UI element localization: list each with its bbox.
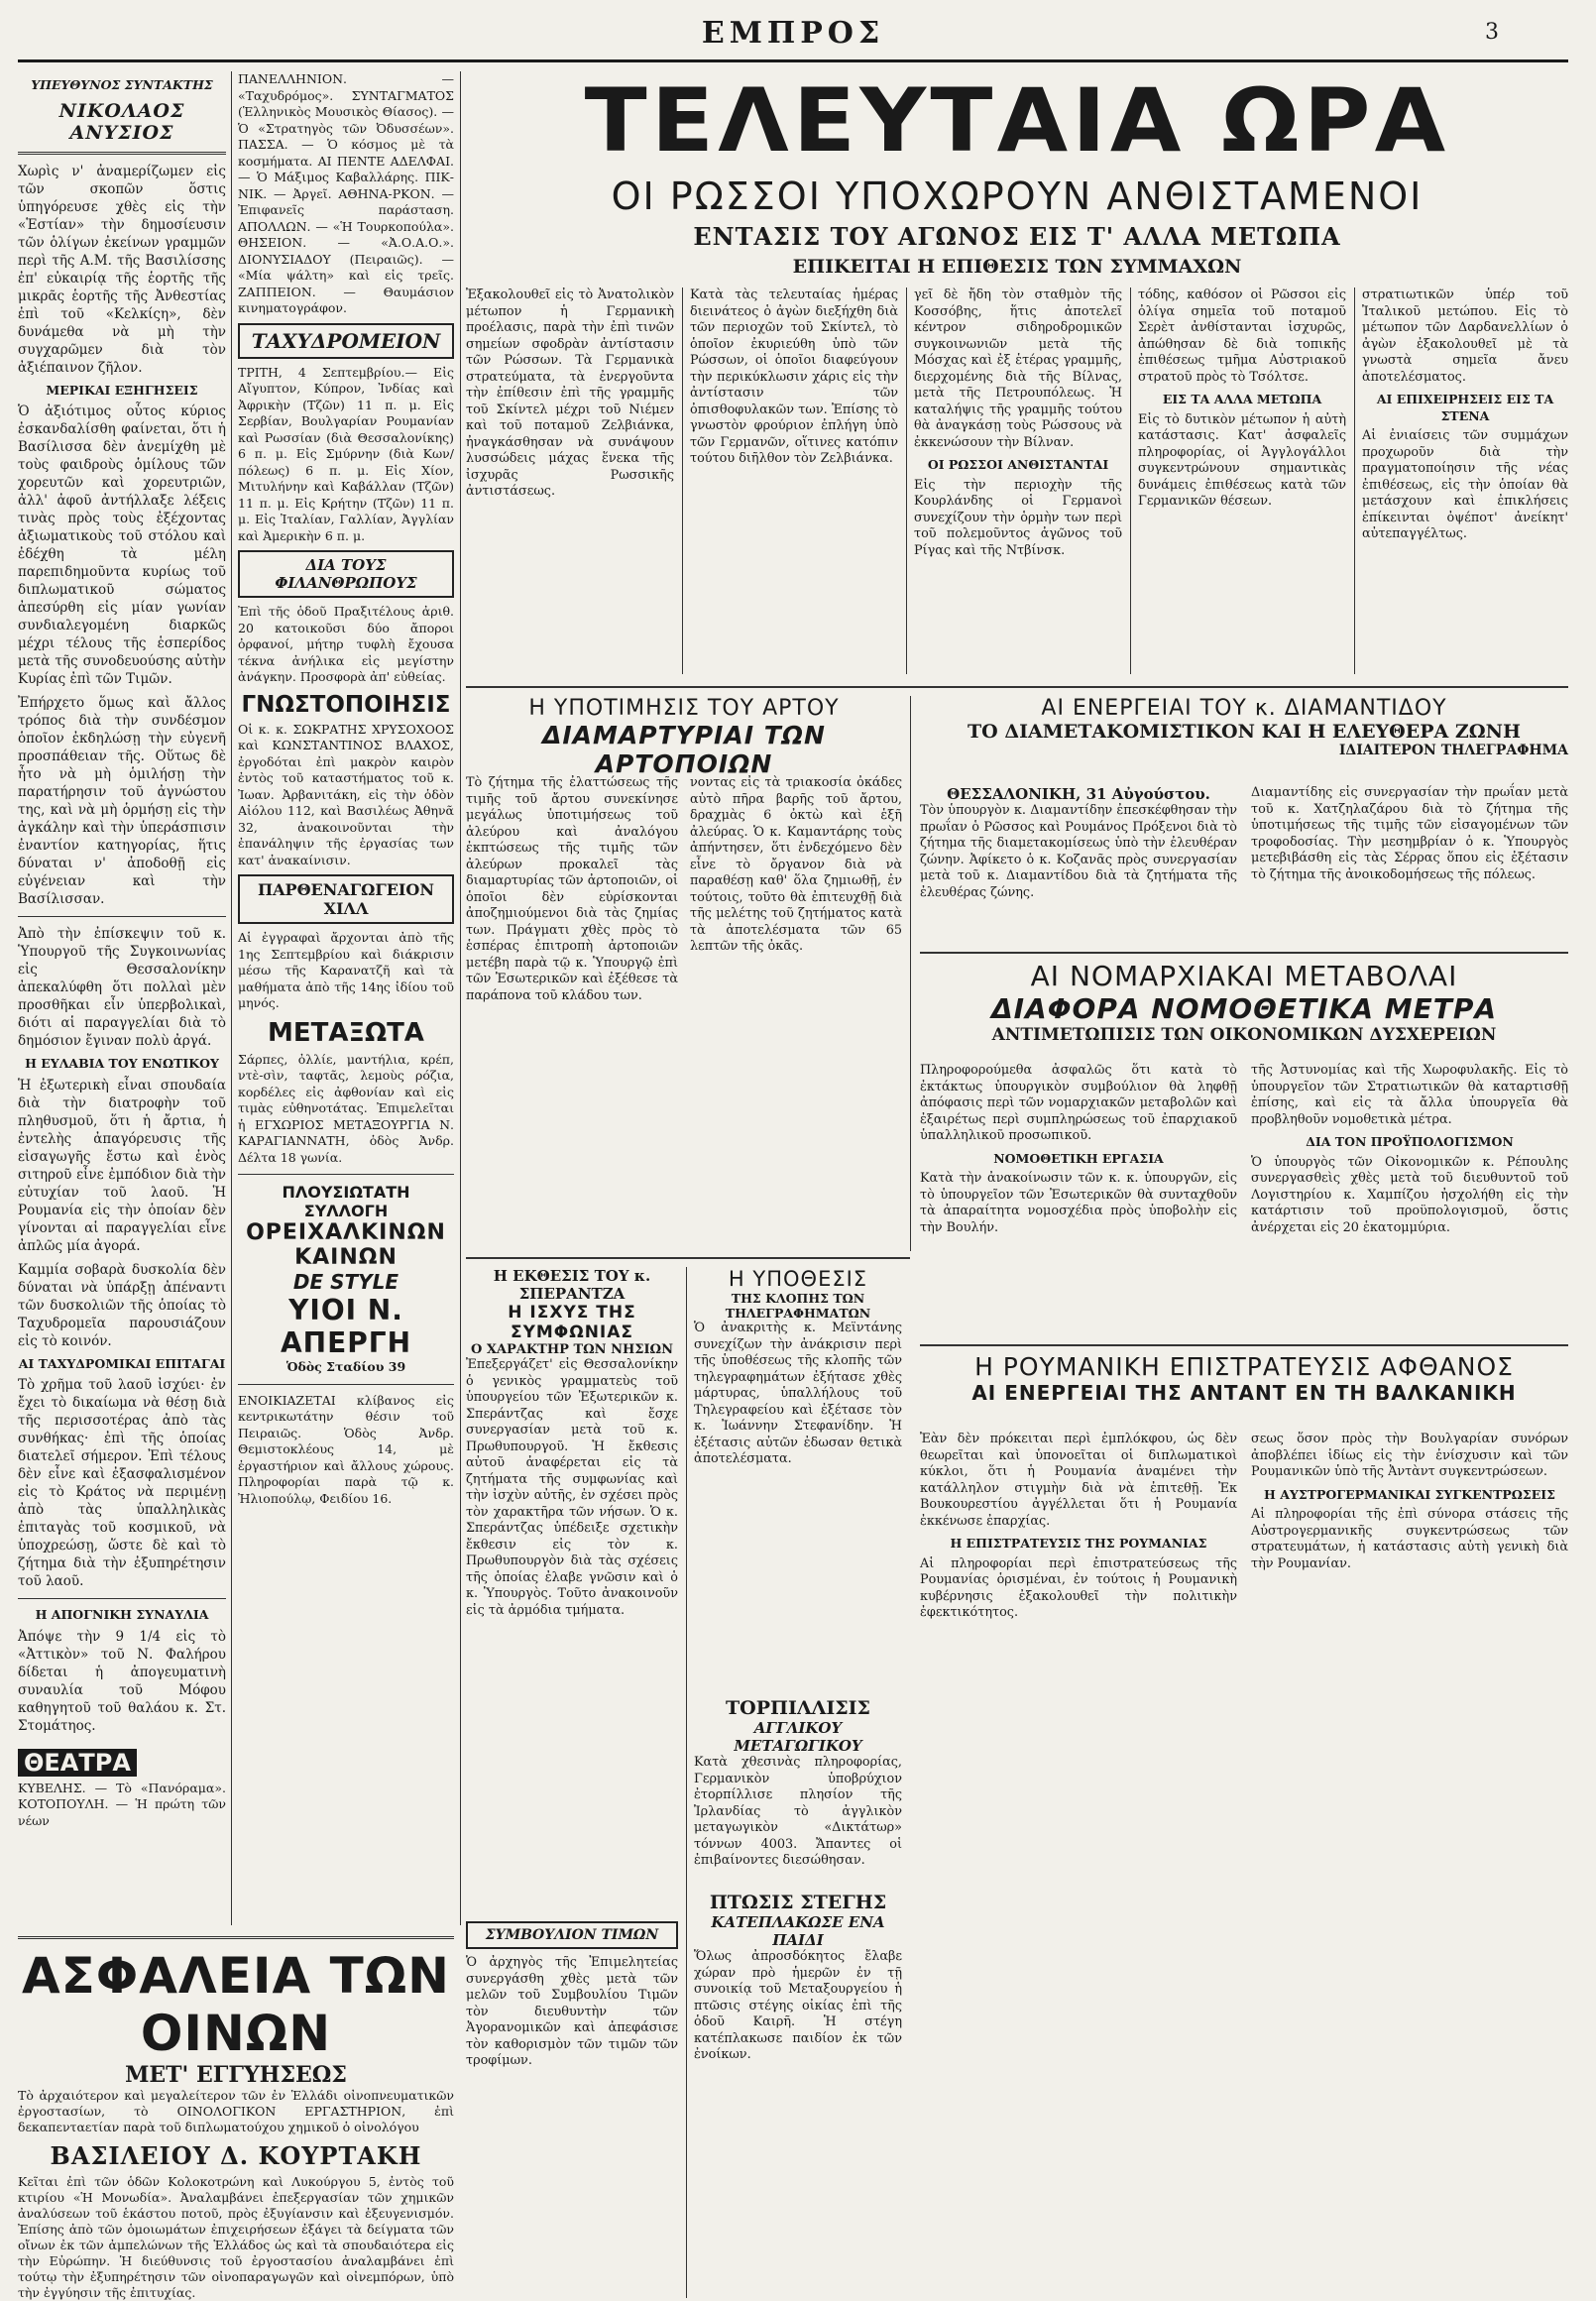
school-text: Αἱ ἐγγραφαὶ ἄρχονται ἀπὸ τῆς 1ης Σεπτεμβρίου καὶ διάκρισιν μέσω τῆς Καρανατζῆ καὶ τὰ μαθήματα ἀπὸ τῆς 14ης ἰδίου τοῦ μηνός. xyxy=(238,930,454,1010)
main-section xyxy=(466,71,1568,2252)
article-paragraph: Ὅλως ἀπροσδόκητος ἔλαβε χώραν πρὸ ἡμερῶν ἐν τῇ συνοικίᾳ τοῦ Μεταξουργείου ἡ πτῶσις στέγης οἰκίας ἐπὶ τῆς ὁδοῦ Καιρῆ. Ἡ στέγη κατέπλακωσε παιδίον ἐκ τῶν ἐνοίκων. xyxy=(694,1949,902,2062)
section-divider xyxy=(466,686,1568,688)
masthead-title: ΕΜΠΡΟΣ xyxy=(701,16,885,51)
article-column xyxy=(920,1063,1237,1242)
article-paragraph: Κατὰ τὴν ἀνακοίνωσιν τῶν κ. κ. ὑπουργῶν, εἰς τὸ ὑπουργεῖον τῶν Ἐσωτερικῶν θὰ συνταχθοῦν τὰ ἀπαραίτητα νομοσχέδια πρὸς ὑποβολὴν εἰς τὴν Βουλήν. xyxy=(920,1171,1237,1235)
market-article xyxy=(466,1915,678,2114)
story-column xyxy=(914,288,1122,674)
article-paragraph: νοντας εἰς τὰ τριακοσία ὀκάδες αὐτὸ πῆρα βαρῆς τοῦ ἄρτου, δραχμὰς 6 ὀκτὼ καὶ ἑξῆ ἀλεύρας. Ὁ κ. Καμαντάρης τοὺς ἀπήντησεν, ὅτι ἐνδεχόμενο δὲν εἶνε τὸ ὄργανον διὰ νὰ παραθέσῃ καθ' ὅλα ζημιωθῇ, ἐν τούτοις, τοῦτο θὰ ἐπιτευχθῇ διὰ τῆς μελέτης τοῦ ζητήματος κατὰ τὰ ἀποτελέσματα τῶν 65 λεπτῶν τῆς ὀκᾶς. xyxy=(690,775,902,954)
article-column xyxy=(920,1432,1237,1628)
article-paragraph: Ἐὰν δὲν πρόκειται περὶ ἐμπλόκφου, ὡς δὲν θεωρεῖται καὶ ὑπονοεῖται οἱ διπλωματικοὶ κύκλοι, ὅτι ἡ Ρουμανία ἀναμένει τὴν κατάλληλον στιγμὴν διὰ νὰ ἐπιτεθῇ. Ἐκ Βουκουρεστίου ἀγγέλλεται ὅτι ἡ Ρουμανία ἐκκένωσε ἐπαρχίας. xyxy=(920,1432,1237,1529)
diamantidis-article xyxy=(920,696,1568,944)
sperantza-article xyxy=(466,1267,678,1901)
notices-heading: ΓΝΩΣΤΟΠΟΙΗΣΙΣ xyxy=(241,691,451,718)
article-column xyxy=(690,775,902,962)
column-separator xyxy=(1354,288,1355,674)
story-paragraph: στρατιωτικῶν ὑπέρ τοῦ Ἰταλικοῦ μετώπου. Εἰς τὸ μέτωπον τῶν Δαρδανελλίων ὁ ἀγὼν ἐξακολουθεῖ μὲ τὰ γνωστὰ σημεῖα ἄνευ ἀποτελέσματος. xyxy=(1362,288,1568,385)
article-headline: ΠΤΩΣΙΣ ΣΤΕΓΗΣ xyxy=(709,1892,887,1913)
second-column xyxy=(238,71,454,2114)
ad-line: ΠΛΟΥΣΙΩΤΑΤΗ ΣΥΛΛΟΓΗ xyxy=(282,1183,410,1220)
article-headline: ΑΙ ΝΟΜΑΡΧΙΑΚΑΙ ΜΕΤΑΒΟΛΑΙ xyxy=(1030,960,1458,992)
section-heading: ΔΙΑ ΤΟΝ ΠΡΟΫΠΟΛΟΓΙΣΜΟΝ xyxy=(1306,1134,1514,1149)
column-separator xyxy=(1130,288,1131,674)
theatres-listing: ΚΥΒΕΛΗΣ. — Τὸ «Πανόραμα». ΚΟΤΟΠΟΥΛΗ. — Ἡ πρώτη τῶν νέων xyxy=(18,1780,226,1828)
banner-headline: ΤΕΛΕΥΤΑΙΑ ΩΡΑ xyxy=(584,69,1450,172)
main-story-columns xyxy=(466,288,1568,674)
roof-article xyxy=(694,1892,902,2129)
article-subheadline: ΔΙΑΜΑΡΤΥΡΙΑΙ ΤΩΝ ΑΡΤΟΠΟΙΩΝ xyxy=(542,721,826,778)
article-subheadline: ΤΗΣ ΚΛΟΠΗΣ ΤΩΝ ΤΗΛΕΓΡΑΦΗΜΑΤΩΝ xyxy=(725,1291,871,1321)
article-paragraph: Τὸ ζήτημα τῆς ἐλαττώσεως τῆς τιμῆς τοῦ ἄρτου συνεκίνησε μεγάλως ὑποτιμήσεως τοῦ ἀλεύρου καὶ ἀναλόγου ἐκπτώσεως τῆς τιμῆς τῶν ἀλεύρων προκαλεῖ τὰς διαμαρτυρίας τῶν ἀρτοποιῶν, οἱ ὁποῖοι δὲν εὑρίσκονται ἀποζημιούμενοι διὰ τὰς ζημίας των. Πράγματι χθὲς πρὸς τὸ ἑσπέρας ἐπιτροπὴ ἀρτοποιῶν μετέβη παρὰ τῷ κ. Ὑπουργῷ ἐπὶ τῶν Ἐσωτερικῶν καὶ ἐξέθεσε τὰ παράπονα τοῦ κλάδου των. xyxy=(466,775,678,1003)
article-paragraph: Ἀπόψε τὴν 9 1/4 εἰς τὸ «Ἀττικὸν» τοῦ Ν. Φαλήρου δίδεται ἡ ἀπογευματινὴ συναυλία τοῦ Μόφου καθηγητοῦ τοῦ θαλάου κ. Στ. Στομάτηος. xyxy=(18,1628,226,1734)
divider xyxy=(18,916,226,917)
notices-text: Οἱ κ. κ. ΣΩΚΡΑΤΗΣ ΧΡΥΣΟΧΟΟΣ καὶ ΚΩΝΣΤΑΝΤΙΝΟΣ ΒΛΑΧΟΣ, ἐργοδόται ἐπὶ μακρὸν καιρὸν ἐντὸς τοῦ καταστήματος τοῦ κ. Ἰωαν. Ἀρβανιτάκη, εἰς τὴν ὁδὸν Αἰόλου 112, καὶ Βασιλέως Ἀθηνᾶ 32, ἀνακοινοῦνται τὴν ἐπανάληψιν τῆς ἐργασίας των κατ' ἀνακαίνισιν. xyxy=(238,721,454,867)
article-paragraph: Τὸ χρῆμα τοῦ λαοῦ ἰσχύει· ἐν ἔχει τὸ δικαίωμα νὰ θέσῃ διὰ τῆς περισσοτέρας ἀπὸ τὰς συνθήκας· ἐπὶ τῆς ὁποίας διατελεῖ σήμερον. Ἐπὶ τέλους δὲν εἶνε καὶ ἐξασφαλισμένον εἰς τὸ Κράτος νὰ περιμένῃ ἀπὸ τὰς ὑπαλληλικὰς ἐπιταγὰς τοῦ κοσμικοῦ, νὰ ὑποχρεώσῃ, ὥστε δὲ καὶ τὸ ζήτημα διὰ τὴν ἐξυπηρέτησιν τοῦ λαοῦ. xyxy=(18,1377,226,1589)
story-column xyxy=(1362,288,1568,674)
romania-article xyxy=(920,1352,1568,2244)
article-paragraph: Διαμαντίδης εἰς συνεργασίαν τὴν πρωΐαν μετὰ τοῦ κ. Χατζηλαζάρου διὰ τὸ ζήτημα τῆς ὑποτιμήσεως τῆς τιμῆς τῶν εἰσαγομένων τῶν τροφοδοσίας. Τὴν μεσημβρίαν ὁ κ. Ὑπουργὸς μετεβιβάσθη εἰς τὰς Σέρρας ὅπου εἰς ἐξέτασιν τὸ ζήτημα τῆς ἀνοικοδομήσεως τῆς πόλεως. xyxy=(1251,785,1568,882)
side-heading: Η ΕΥΛΑΒΙΑ ΤΟΥ ΕΝΩΤΙΚΟΥ xyxy=(25,1056,219,1071)
silk-heading: ΜΕΤΑΞΩΤΑ xyxy=(268,1017,424,1048)
column-separator xyxy=(682,288,683,674)
story-column xyxy=(690,288,898,674)
post-text: ΤΡΙΤΗ, 4 Σεπτεμβρίου.— Εἰς Αἴγυπτον, Κύπρον, Ἰνδίας καὶ Ἀφρικὴν (Τζῶν) 11 π. μ. Εἰς Σερβίαν, Βουλγαρίαν Ρουμανίαν καὶ Ρωσσίαν (διὰ Θεσσαλονίκης) 6 π. μ. Εἰς Σμύρνην (διὰ Κων/πόλεως) 6 π. μ. Εἰς Χίον, Μιτυλήνην καὶ Καβάλλαν (Τζῶν) 11 π. μ. Εἰς Κρήτην (Τζῶν) 11 π. μ. Εἰς Ἰταλίαν, Γαλλίαν, Ἀγγλίαν καὶ Ἀμερικὴν 6 π. μ. xyxy=(238,364,454,543)
post-heading: ΤΑΧΥΔΡΟΜΕΙΟΝ xyxy=(238,323,454,359)
ad-name: ΒΑΣΙΛΕΙΟΥ Δ. ΚΟΥΡΤΑΚΗ xyxy=(50,2141,422,2170)
charity-heading: ΔΙΑ ΤΟΥΣ ΦΙΛΑΝΘΡΩΠΟΥΣ xyxy=(238,550,454,598)
section-heading: Η ΕΠΙΣΤΡΑΤΕΥΣΙΣ ΤΗΣ ΡΟΥΜΑΝΙΑΣ xyxy=(950,1536,1207,1551)
ad-intro: Τὸ ἀρχαιότερον καὶ μεγαλείτερον τῶν ἐν Ἑλλάδι οἰνοπνευματικῶν ἐργοστασίων, τὸ ΟΙΝΟΛΟΓΙΚΟΝ ΕΡΓΑΣΤΗΡΙΟΝ, ἐπὶ δεκαπενταετίαν παρὰ τοῦ διπλωματούχου χημικοῦ ὁ οἰνολόγου xyxy=(18,2088,454,2134)
article-column xyxy=(1251,1432,1568,1578)
article-column xyxy=(466,775,678,1010)
article-paragraph: Αἱ πληροφορίαι τῆς ἐπὶ σύνορα στάσεις τῆς Αὐστρογερμανικῆς συγκεντρώσεως τῶν στρατευμάτων, ἡ κατάστασις αὐτὴ γενικὴ διὰ τὴν Ρουμανίαν. xyxy=(1251,1507,1568,1571)
column-separator xyxy=(231,71,232,1925)
article-paragraph: Ὁ ἀνακριτὴς κ. Μεϊντάνης συνεχίζων τὴν ἀνάκρισιν περὶ τῆς ὑποθέσεως τῆς κλοπῆς τῶν τηλεγραφημάτων ἐξήτασε χθὲς μάρτυρας, ὑπαλλήλους τοῦ Τηλεγραφείου καὶ ἐξέτασε τὸν κ. Ἰωάννην Στεφανίδην. Ἡ ἐξέτασις αὐτῶν ἐδωσαν θετικὰ ἀποτελέσματα. xyxy=(694,1321,902,1466)
article-tag: ΙΔΙΑΙΤΕΡΟΝ ΤΗΛΕΓΡΑΦΗΜΑ xyxy=(1338,743,1568,758)
section-heading: ΕΙΣ ΤΑ ΑΛΛΑ ΜΕΤΩΠΑ xyxy=(1162,392,1322,406)
article-paragraph: Ἐπεξεργάζετ' εἰς Θεσσαλονίκην ὁ γενικὸς γραμματεὺς τοῦ ὑπουργείου τῶν Ἐξωτερικῶν κ. Σπεράντζας καὶ ἔσχε συνεργασίαν μετὰ τοῦ κ. Πρωθυπουργοῦ. Ἡ ἔκθεσις αὐτοῦ ἀναφέρεται εἰς τὰ ζητήματα τῆς συμφωνίας καὶ τὴν ἰσχὺν αὐτῆς, ἐν σχέσει πρὸς τὸν χαρακτῆρα τῶν νήσων. Ὁ κ. Σπεράντζας ὑπέδειξε σχετικὴν ἔκθεσιν εἰς τὸν κ. Πρωθυπουργὸν διὰ τὰς σχέσεις τῆς ὁποίας ἐλαβε γνῶσιν καὶ ὁ κ. Ὑπουργὸς. Τοῦτο ἀνακοινοῦν εἰς τὰ ἀρμόδια τμήματα. xyxy=(466,1357,678,1618)
ad-subheadline: ΜΕΤ' ΕΓΓΥΗΣΕΩΣ xyxy=(125,2062,347,2088)
editor-label: ΥΠΕΥΘΥΝΟΣ ΣΥΝΤΑΚΤΗΣ xyxy=(31,77,213,92)
wine-advertisement xyxy=(18,1928,454,2300)
article-headline: ΑΙ ΕΝΕΡΓΕΙΑΙ ΤΟΥ κ. ΔΙΑΜΑΝΤΙΔΟΥ xyxy=(1041,696,1447,721)
divider xyxy=(238,1384,454,1385)
article-paragraph: Ἡ ἐξωτερικὴ εἶναι σπουδαία διὰ τὴν διατροφὴν τοῦ πληθυσμοῦ, ὅτι ἡ ἄρτια, ἡ ἐντελὴς ἀπαγόρευσις τῆς εἰσαγωγῆς ἔστω καὶ ἑνὸς σιτηροῦ εἶνε ἐμπόδιον διὰ τὴν εὐτυχίαν τοῦ λαοῦ. Ἡ Ρουμανία εἰς τὴν ὁποίαν δὲν γίνονται αἱ παραγγελίαι εἶνε ἀπλῶς μία ἀγορά. xyxy=(18,1077,226,1254)
divider xyxy=(18,152,226,155)
ad-body: Κεῖται ἐπὶ τῶν ὁδῶν Κολοκοτρώνη καὶ Λυκούργου 5, ἐντὸς τοῦ κτιρίου «Ἡ Μονωδία». Ἀναλαμβάνει ἐπεξεργασίαν τῶν χημικῶν ἀναλύσεων τοῦ ἑκάστου ποτοῦ, πρὸς ἐξυγίανσιν καὶ ἐξευγενισμόν. Ἐπίσης ἀπὸ τῶν ὁμοιωμάτων ἐπιχειρήσεων ἐξάγει τὰ δείγματα τῶν οἴνων ἐκ τῶν ἀμπελώνων τῆς Ἑλλάδος ὡς καὶ τὰ σπουδαιότερα εἰς τὴν Εὐρώπην. Ἡ διεύθυνσις τοῦ ἐργοστασίου ἀναλαμβάνει ἐπὶ τούτῳ τὴν ἐξυπηρέτησιν τῶν οἰνοπαραγωγῶν καὶ οἰνεμπόρων, ὑπὸ τὴν ἐγγύησιν τῆς ἐπιτυχίας. xyxy=(18,2174,454,2300)
section-divider xyxy=(920,1344,1568,1346)
column-separator xyxy=(460,71,461,1925)
section-divider xyxy=(920,952,1568,954)
article-paragraph: Ὁ ἀξιότιμος οὗτος κύριος ἐσκανδαλίσθη φαίνεται, ὅτι ἡ Βασίλισσα δὲν ἀνεμίχθη μὲ τοὺς φαιδροὺς ὁμίλους τῶν χορευτῶν καὶ χορευτριῶν, ἀλλ' ἀφοῦ ἀντήλλαξε λέξεις τινὰς πρὸς τοὺς ἐξέχοντας ἀξιωματικοὺς τοῦ στόλου καὶ ἐδέχθη τὰ μέλη παρεπιδημοῦντα κυρίως τοῦ διπλωματικοῦ σώματος ἀπεσύρθη εἰς μίαν γωνίαν συνδιαλεγομένη διαρκῶς μέχρι τέλους τῆς ἑσπερίδος μετὰ τῆς συνοδευούσης αὐτὴν Κυρίας ἐπὶ τῶν Τιμῶν. xyxy=(18,403,226,687)
school-heading: ΠΑΡΘΕΝΑΓΩΓΕΙΟΝ ΧΙΛΛ xyxy=(238,874,454,924)
article-column xyxy=(1251,1063,1568,1242)
rent-notice: ΕΝΟΙΚΙΑΖΕΤΑΙ κλίβανος εἰς κεντρικωτάτην θέσιν τοῦ Πειραιῶς. Ὁδὸς Ἀνδρ. Θεμιστοκλέους 14, μὲ ἐργαστήριον καὶ ἄλλους χώρους. Πληροφορίαι παρὰ τῷ κ. Ἠλιοπούλῳ, Φειδίου 16. xyxy=(238,1392,454,1506)
story-paragraph: τόδης, καθόσον οἱ Ρῶσσοι εἰς ὀλίγα σημεῖα τοῦ ποταμοῦ Σερὲτ ἀνθίστανται ἰσχυρῶς, ἀπώθησαν δὲ διὰ τοπικῆς ἐπιθέσεως τμῆμα Αὐστριακοῦ στρατοῦ πρὸς τὸ Τσόλτσε. xyxy=(1138,288,1346,385)
intro-paragraph: Χωρὶς ν' ἀναμερίζωμεν εἰς τῶν σκοπῶν ὅστις ὑπηγόρευσε χθὲς εἰς τὴν «Ἑστίαν» τὴν δημοσίευσιν τῶν ὁλίγων ἐκείνων γραμμῶν περὶ τῆς Α.Μ. τῆς Βασιλίσσης ἐπ' εὐκαιρίᾳ τῆς ἑορτῆς τῆς μικρᾶς ἑορτῆς τῆς Ἀνθεστίας ἐπὶ τοῦ «Κελκίςη», δὲν δυνάμεθα νὰ μὴ τὴν συγχαρῶμεν διὰ τὸν ἀξιέπαινον ζῆλον. xyxy=(18,163,226,376)
torpedo-article xyxy=(694,1697,902,1876)
divider xyxy=(18,1936,454,1939)
dateline: ΘΕΣΣΑΛΟΝΙΚΗ, 31 Αὐγούστου. xyxy=(947,785,1210,803)
column-separator xyxy=(910,696,911,1251)
article-subheadline: ΚΑΤΕΠΛΑΚΩΣΕ ΕΝΑ ΠΑΙΔΙ xyxy=(711,1913,885,1949)
divider xyxy=(18,1598,226,1599)
article-headline: ΤΟΡΠΙΛΛΙΣΙΣ xyxy=(726,1697,870,1719)
article-paragraph: Αἱ πληροφορίαι περὶ ἐπιστρατεύσεως τῆς Ρουμανίας ὁρισμέναι, ἐν τούτοις ἡ Ρουμανικὴ κυβέρνησις ἐξακολουθεῖ τὴν πολιτικὴν ἐφεκτικότητος. xyxy=(920,1555,1237,1620)
section-heading: Η ΑΥΣΤΡΟΓΕΡΜΑΝΙΚΑΙ ΣΥΓΚΕΝΤΡΩΣΕΙΣ xyxy=(1264,1486,1555,1502)
left-column xyxy=(18,71,226,2114)
column-separator xyxy=(906,288,907,674)
story-column xyxy=(466,288,674,674)
brass-advertisement xyxy=(238,1183,454,1376)
article-tag: ΑΝΤΙΜΕΤΩΠΙΣΙΣ ΤΩΝ ΟΙΚΟΝΟΜΙΚΩΝ ΔΥΣΧΕΡΕΙΩΝ xyxy=(991,1025,1497,1045)
article-subheadline: ΑΙ ΕΝΕΡΓΕΙΑΙ ΤΗΣ ΑΝΤΑΝΤ ΕΝ ΤΗ ΒΑΛΚΑΝΙΚΗ xyxy=(971,1381,1517,1405)
story-paragraph: Εἰς τὴν περιοχὴν τῆς Κουρλάνδης οἱ Γερμανοὶ συνεχίζουν τὴν ὁρμὴν των περὶ τοῦ πολεμοῦντος ἀγῶνος τοῦ Ρίγας καὶ τῆς Ντβίνσκ. xyxy=(914,477,1122,558)
article-paragraph: Ἀπὸ τὴν ἐπίσκεψιν τοῦ κ. Ὑπουργοῦ τῆς Συγκοινωνίας εἰς Θεσσαλονίκην ἀπεκαλύφθη ὅτι πολλαὶ μὲν προσθῆκαι εἶν ὑπερβολικαὶ, διότι αἱ παραγγελίαι διὰ τὸ δημόσιον ἔγιναν πολὺ ἀργά. xyxy=(18,926,226,1049)
silk-text: Σάρπες, ὀλλίε, μαντήλια, κρέπ, ντὲ-σὶν, ταφτᾶς, λεμοὺς ρόζια, κορδέλες εἰς ἀφθονίαν καὶ εἰς τιμὰς εὐθηνοτάτας. Ἐπιμελεῖται ἡ ΕΓΧΩΡΙΟΣ ΜΕΤΑΞΟΥΡΓΙΑ Ν. ΚΑΡΑΓΙΑΝΝΑΤΗ, ὁδὸς Ἀνδρ. Δέλτα 18 γωνία. xyxy=(238,1051,454,1165)
article-tag: Ο ΧΑΡΑΚΤΗΡ ΤΩΝ ΝΗΣΙΩΝ xyxy=(471,1342,673,1357)
article-paragraph: Καμμία σοβαρὰ δυσκολία δὲν δύναται νὰ ὑπάρξῃ ἀπέναντι τῶν δυσκολιῶν τῆς ὁποίας τὸ Ταχυδρομεῖα παρουσιάζουν εἰς τὸ κοινόν. xyxy=(18,1261,226,1349)
newspaper-page xyxy=(18,10,1568,2300)
ad-address: Ὁδὸς Σταδίου 39 xyxy=(285,1359,406,1374)
subheadline-1: ΟΙ ΡΩΣΣΟΙ ΥΠΟΧΩΡΟΥΝ ΑΝΘΙΣΤΑΜΕΝΟΙ xyxy=(611,174,1424,218)
shows-listing: ΠΑΝΕΛΛΗΝΙΟΝ. — «Ταχυδρόμος». ΣΥΝΤΑΓΜΑΤΟΣ (Ἑλληνικὸς Μουσικὸς Θίασος). — Ὁ «Στρατηγὸς τῶν Ὀδυσσέων». ΠΑΣΣΑ. — Ὁ κόσμος μὲ τὰ κοσμήματα. ΑΙ ΠΕΝΤΕ ΑΔΕΛΦΑΙ. — Ὁ Μάξιμος Καβαλλάρης. ΠΙΚ-ΝΙΚ. — Ἀργεῖ. ΑΘΗΝΑ-ΡΚΟΝ. — Ἐπιφανεῖς παράσταση. ΑΠΟΛΛΩΝ. — «Ἡ Τουρκοπούλα». ΘΗΣΕΙΟΝ. — «Ἀ.Ο.Α.Ο.». ΔΙΟΝΥΣΙΑΔΟΥ (Πειραιῶς). — «Μία ψάλτη» καὶ εἰς τρεῖς. ΖΑΠΠΕΙΟΝ. — Θαυμάσιον κινηματογράφον. xyxy=(238,71,454,315)
section-heading: ΟΙ ΡΩΣΣΟΙ ΑΝΘΙΣΤΑΝΤΑΙ xyxy=(927,457,1109,472)
story-paragraph: Εἰς τὸ δυτικὸν μέτωπον ἡ αὐτὴ κατάστασις. Κατ' ἀσφαλεῖς πληροφορίας, οἱ Ἀγγλογάλλοι συγκεντρώνουν σημαντικὰς δυνάμεις ἐπιθέσεως κατὰ τῶν Γερμανικῶν θέσεων. xyxy=(1138,411,1346,509)
article-paragraph: Τὸν ὑπουργὸν κ. Διαμαντίδην ἐπεσκέφθησαν τὴν πρωΐαν ὁ Ρῶσσος καὶ Ρουμάνος Πρόξενοι διὰ τὸ ζήτημα τῆς διαμετακομίσεως ὑπὸ τὴν ἐλευθέραν ζώνην. Ἀφίκετο ὁ κ. Κοζανᾶς πρὸς συνεργασίαν μετὰ τοῦ κ. Διαμαντίδου διὰ τὰ ζητήματα τῆς ἐλευθέρας ζώνης. xyxy=(920,803,1237,900)
article-paragraph: τῆς Ἀστυνομίας καὶ τῆς Χωροφυλακῆς. Εἰς τὸ ὑπουργεῖον τῶν Στρατιωτικῶν θὰ καταρτισθῇ ἐπίσης, καὶ εἰς τὰ ἄλλα ὑπουργεῖα θὰ προβληθοῦν νομοθετικὰ μέτρα. xyxy=(1251,1063,1568,1127)
charity-text: Ἐπὶ τῆς ὁδοῦ Πραξιτέλους ἀριθ. 20 κατοικοῦσι δύο ἄποροι ὀρφανοί, μήτηρ τυφλὴ ἔχουσα τέκνα ἀνήλικα εἰς μεγίστην ἀνάγκην. Προσφορὰ ἀπ' εὐθείας. xyxy=(238,604,454,684)
divider xyxy=(238,1174,454,1175)
nomarch-article xyxy=(920,960,1568,1336)
article-paragraph: Ὁ ὑπουργὸς τῶν Οἰκονομικῶν κ. Ρέπουλης συνεργασθεὶς χθὲς μετὰ τοῦ διευθυντοῦ τοῦ Λογιστηρίου κ. Χαμπίζου ἠσχολήθη εἰς τὴν κατάρτισιν τοῦ προϋπολογισμοῦ, ὅστις ἀνέρχεται εἰς 20 ἑκατομμύρια. xyxy=(1251,1154,1568,1235)
ad-line: ΟΡΕΙΧΑΛΚΙΝΩΝ ΚΑΙΝΩΝ xyxy=(246,1220,446,1270)
article-paragraph: Ὁ ἀρχηγὸς τῆς Ἐπιμελητείας συνεργάσθη χθὲς μετὰ τῶν μελῶν τοῦ Συμβουλίου Τιμῶν τὸν διευθυντὴν τῶν Ἀγορανομικῶν καὶ ἀπεφάσισε τὸν καθορισμὸν τῶν τιμῶν τῶν τροφίμων. xyxy=(466,1955,678,2068)
article-column xyxy=(920,785,1237,907)
article-headline: Η ΥΠΟΘΕΣΙΣ xyxy=(728,1267,868,1291)
article-paragraph: σεως ὅσον πρὸς τὴν Βουλγαρίαν συνόρων ἀποβλέπει ἰδίως εἰς τὴν ἐνίσχυσιν καὶ τῶν Ρουμανικῶν ὑπὸ τῆς Ἀντὰντ συγκεντρώσεων. xyxy=(1251,1432,1568,1479)
story-paragraph: Ἐξακολουθεῖ εἰς τὸ Ἀνατολικὸν μέτωπον ἡ Γερμανικὴ προέλασις, παρὰ τὴν ἐπὶ τινῶν σημείων σφοδρὰν ἀντίστασιν τῶν Ρώσσων. Τὰ Γερμανικὰ στρατεύματα, τὰ ἐνεργοῦντα τὴν ἐπίθεσιν ἐπὶ τῆς γραμμῆς τοῦ Σκίντελ μέχρι τοῦ Νιέμεν καὶ τοῦ ποταμοῦ Ζελβιάνκα, ἠναγκάσθησαν νὰ συνάψουν λυσσώδεις μάχας ἕνεκα τῆς ἰσχυρᾶς Ρωσσικῆς ἀντιστάσεως. xyxy=(466,288,674,499)
article-subheadline: ΤΟ ΔΙΑΜΕΤΑΚΟΜΙΣΤΙΚΟΝ ΚΑΙ Η ΕΛΕΥΘΕΡΑ ΖΩΝΗ xyxy=(968,721,1521,743)
bread-article xyxy=(466,696,902,1251)
article-column xyxy=(1251,785,1568,889)
section-heading: ΑΙ ΕΠΙΧΕΙΡΗΣΕΙΣ ΕΙΣ ΤΑ ΣΤΕΝΑ xyxy=(1376,392,1554,423)
article-headline: Η ΕΚΘΕΣΙΣ ΤΟΥ κ. ΣΠΕΡΑΝΤΖΑ xyxy=(493,1267,651,1303)
telegraph-article xyxy=(694,1267,902,1683)
story-paragraph: γεῖ δὲ ἤδη τὸν σταθμὸν τῆς Κοσσόβης, ἥτις ἀποτελεῖ κέντρον σιδηροδρομικῶν συγκοινωνιῶν μετὰ τῆς Μόσχας καὶ ἐξ ἑτέρας γραμμῆς, διερχομένης διὰ τῆς Βίλνας, μετὰ τῆς Πετρουπόλεως. Ἡ καταλήψις τῆς γραμμῆς τούτου θὰ ἀναγκάσῃ τοὺς Ρώσσους νὰ ἐκκενώσουν τὴν Βίλναν. xyxy=(914,288,1122,450)
article-paragraph: Ἐπήρχετο ὅμως καὶ ἄλλος τρόπος διὰ τὴν συνδέσμον ὁποῖον ἐκδηλώσῃ τὴν εὐγενῆ προσπάθειαν τῆς. Οὕτως δὲ ἦτο νὰ μὴ ὁμιλήσῃ τὴν παρατήρησιν τοῦ ἀγνώστου της, καὶ νὰ μὴ ὁρμήσῃ εἰς τὴν ἀγκάλην καὶ τὴν ὑπεράσπισιν ἐναντίον κατηγορίας, ἥτις δύναται ν' ἀποδοθῇ εἰς εὐγένειαν καὶ τὴν Βασίλισσαν. xyxy=(18,695,226,907)
editor-name: ΝΙΚΟΛΑΟΣ ΑΝΥΣΙΟΣ xyxy=(58,99,185,144)
article-headline: ΣΥΜΒΟΥΛΙΟΝ ΤΙΜΩΝ xyxy=(466,1921,678,1949)
article-headline: Η ΡΟΥΜΑΝΙΚΗ ΕΠΙΣΤΡΑΤΕΥΣΙΣ ΑΦΘΑΝΟΣ xyxy=(974,1352,1514,1381)
story-paragraph: Κατὰ τὰς τελευταίας ἡμέρας διεινάτεος ὁ ἀγὼν διεξήχθη διὰ τῶν περιοχῶν τοῦ Σκίντελ, τὸ ὁποῖον ἐκυριεύθη ὑπὸ τῶν Ρώσσων, οἱ ὁποῖοι διαφεύγουν τὴν περικύκλωσιν χάρις εἰς τὴν ἀντίστασιν τῶν ὀπισθοφυλακῶν των. Ἐπίσης τὸ γνωστὸν φρούριον ἐπλήγη ὑπὸ τῶν Γερμανῶν, οἵτινες κατόπιν τούτου διῆλθον τὸν Ζελβιάνκα. xyxy=(690,288,898,466)
theatres-heading: ΘΕΑΤΡΑ xyxy=(18,1749,137,1777)
subheadline-3: ΕΠΙΚΕΙΤΑΙ Η ΕΠΙΘΕΣΙΣ ΤΩΝ ΣΥΜΜΑΧΩΝ xyxy=(792,256,1242,278)
column-separator xyxy=(686,1267,687,2298)
ad-line: ΥΙΟΙ Ν. ΑΠΕΡΓΗ xyxy=(280,1294,412,1359)
article-subheadline: Η ΙΣΧΥΣ ΤΗΣ ΣΥΜΦΩΝΙΑΣ xyxy=(508,1303,636,1342)
section-heading: ΝΟΜΟΘΕΤΙΚΗ ΕΡΓΑΣΙΑ xyxy=(993,1150,1164,1166)
article-subheadline: ΑΓΓΛΙΚΟΥ ΜΕΤΑΓΩΓΙΚΟΥ xyxy=(734,1719,862,1755)
ad-line: DE STYLE xyxy=(292,1270,399,1294)
article-headline: Η ΥΠΟΤΙΜΗΣΙΣ ΤΟΥ ΑΡΤΟΥ xyxy=(528,696,840,721)
story-paragraph: Αἱ ἐνιαίσεις τῶν συμμάχων προχωροῦν διὰ τὴν πραγματοποίησιν τῆς νέας ἐπιθέσεως, εἰς τὴν ὁποίαν θὰ μετάσχουν καὶ ἐπικλήσεις ἐπίκεινται ὀψέποτ' ἀνείκητ' αὐτεπαγγέλτως. xyxy=(1362,428,1568,541)
masthead xyxy=(18,10,1568,62)
story-column xyxy=(1138,288,1346,674)
side-heading: Η ΑΠΟΓΝΙΚΗ ΣΥΝΑΥΛΙΑ xyxy=(35,1607,209,1622)
article-subheadline: ΔΙΑΦΟΡΑ ΝΟΜΟΘΕΤΙΚΑ ΜΕΤΡΑ xyxy=(990,992,1498,1025)
subheadline-2: ΕΝΤΑΣΙΣ ΤΟΥ ΑΓΩΝΟΣ ΕΙΣ Τ' ΑΛΛΑ ΜΕΤΩΠΑ xyxy=(693,222,1341,251)
section-divider xyxy=(466,1257,910,1259)
side-heading: ΜΕΡΙΚΑΙ ΕΞΗΓΗΣΕΙΣ xyxy=(46,382,198,398)
ad-headline: ΑΣΦΑΛΕΙΑ ΤΩΝ ΟΙΝΩΝ xyxy=(21,1947,451,2062)
side-heading: ΑΙ ΤΑΧΥΔΡΟΜΙΚΑΙ ΕΠΙΤΑΓΑΙ xyxy=(18,1355,226,1371)
page-number: 3 xyxy=(1485,20,1499,45)
article-paragraph: Κατὰ χθεσινὰς πληροφορίας, Γερμανικὸν ὑποβρύχιον ἐτορπίλλισε πλησίον τῆς Ἰρλανδίας τὸ ἀγγλικὸν μεταγωγικὸν «Δικτάτωρ» τόννων 4003. Ἄπαντες οἱ ἐπιβαίνοντες διεσώθησαν. xyxy=(694,1755,902,1868)
article-paragraph: Πληροφορούμεθα ἀσφαλῶς ὅτι κατὰ τὸ ἐκτάκτως ὑπουργικὸν συμβούλιον θὰ ληφθῇ ἀπόφασις περὶ τῶν νομαρχιακῶν μεταβολῶν καὶ ἐξαιρέτως περὶ συμπληρώσεως τοῦ ἐπαρχιακοῦ ὑπαλληλικοῦ προσωπικοῦ. xyxy=(920,1063,1237,1143)
